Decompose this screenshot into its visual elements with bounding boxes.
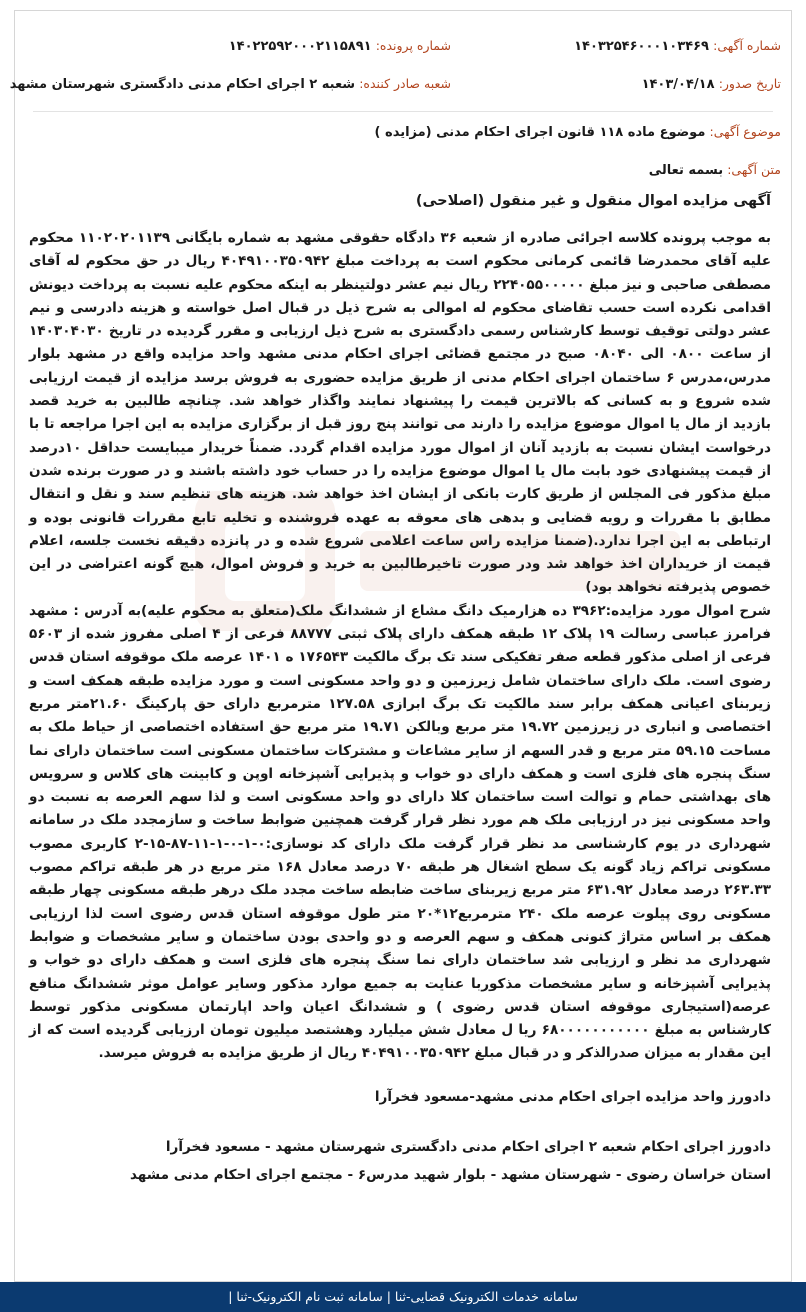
file-number-row [229,35,451,57]
subject-label: موضوع آگهی: [709,124,781,139]
ad-number-row [574,35,781,57]
footer-separator: | [382,1289,391,1304]
footer-separator-end: | [228,1289,233,1304]
ad-number-label: شماره آگهی: [713,38,781,53]
signature-line-3: استان خراسان رضوی - شهرستان مشهد - بلوار شهید مدرس۶ - مجتمع اجرای احکام مدنی مشهد [129,1167,771,1183]
issuer: شعبه ۲ اجرای احکام مدنی دادگستری شهرستان مشهد [9,77,356,92]
footer-link-1[interactable]: سامانه خدمات الکترونیک قضایی-ثنا [394,1289,578,1304]
body-paragraph-1: به موجب پرونده کلاسه اجرائی صادره از شعبه ۳۶ دادگاه حقوقی مشهد به شماره بایگانی ۱۱۰۲۰۲۰۱۱۳۹ محکوم علیه آقای محمدرضا قائمی کرمانی محکوم است به پرداخت مبلغ ۴۰۴۹۱۰۰۳۵۰۹۴۲ ریال در حق محکوم له آقای مصطفی صاحبی و نیز مبلغ ۲۲۴۰۵۵۰۰۰۰۰ ریال نیم عشر دولتینظر به اینکه محکوم علیه نسبت به پرداخت دیونش اقدامی نکرده است حسب تقاضای محکوم له اموالی به شرح ذیل در قبال اصل خواسته و هزینه دادرسی و نیم عشر دولتی توقیف توسط کارشناس رسمی دادگستری به شرح ذیل ارزیابی و مقرر گردیده در تاریخ ۱۴۰۳۰۴۰۳۰ از ساعت ۰۸۰۰ الی ۰۸۰۴۰ صبح در مجتمع قضائی اجرای احکام مدنی مشهد واحد مزایده واقع در مشهد بلوار مدرس،مدرس ۶ ساختمان اجرای احکام مدنی از طریق مزایده حضوری به فروش برسد مزایده از قیمت ارزیابی شده شروع و به کسانی که بالاترین قیمت را پیشنهاد نمایند واگذار خواهد شد. چنانچه طالبین به خرید قصد بازدید از مال یا اموال موضوع مزایده را دارند می توانند پنج روز قبل از برگزاری مزایده به این اجرا مراجعه تا با درخواست ایشان نسبت به بازدید آنان از اموال مورد مزایده اقدام گردد. ضمناً خریدار میبایست حداقل ۱۰درصد از قیمت پیشنهادی خود بابت مال یا اموال موضوع مزایده را در حساب خود داشته باشند و در صورت برنده شدن مبلغ مذکور فی المجلس از طریق کارت بانکی از ایشان اخذ خواهد شد. هزینه های تنظیم سند و نقل و انتقال مطابق با مقررات و رویه قضایی و بدهی های معوقه به عهده فروشنده و تخلیه تابع مقررات قانونی بوده و ارتباطی به این اجرا ندارد.(ضمنا مزایده راس ساعت اعلامی شروع شده و در پانزده دقیقه نخست جلسه، اعلام قیمت از خریداران اخذ خواهد شد ودر صورت تاخیرطالبین به خرید و فروش اموال، هیچ گونه اعتراضی در این خصوص پذیرفته نخواهد بود) [29,230,772,596]
issue-date-row [642,73,781,95]
notice-body [29,227,771,1066]
text-intro-row [649,159,781,181]
signature-line-2: دادورز اجرای احکام شعبه ۲ اجرای احکام مدنی دادگستری شهرستان مشهد - مسعود فخرآرا [165,1139,771,1155]
signature-line-1: دادورز واحد مزایده اجرای احکام مدنی مشهد-مسعود فخرآرا [374,1089,771,1105]
issuer-label: شعبه صادر کننده: [359,76,451,91]
issuer-row [10,73,451,95]
body-paragraph-2: شرح اموال مورد مزایده:۳۹۶۲ ده هزارمیک دانگ مشاع از ششدانگ ملک(متعلق به محکوم علیه)به آدرس : مشهد فرامرز عباسی رسالت ۱۹ پلاک ۱۲ طبقه همکف دارای پلاک ثبتی ۸۸۷۷۷ فرعی از ۴ اصلی مفروز شده از ۵۶۰۳ فرعی از اصلی مذکور قطعه صفر تفکیکی سند تک برگ مالکیت ۱۷۶۵۴۳ ه ۱۴۰۱ عرصه ملک موقوفه استان قدس رضوی است. ملک دارای ساختمان شامل زیرزمین و دو واحد مسکونی است و مورد مزایده طبقه همکف است و زیربنای اعیانی همکف برابر سند مالکیت تک برگ ابرازی ۱۲۷.۵۸ مترمربع دارای حق پارکینگ ۲۱.۶۰متر مربع اختصاصی و انباری در زیرزمین ۱۹.۷۲ متر مربع وبالکن ۱۹.۷۱ متر مربع حق استفاده اختصاصی از حیاط ملک به مساحت ۵۹.۱۵ متر مربع و قدر السهم از سایر مشاعات و مشترکات ساختمان مسکونی است ساختمان دارای نما سنگ پنجره های فلزی است و همکف دارای دو خواب و پذیرایی آشپزخانه اوپن و کابینت های کلاس و سرویس های بهداشتی حمام و توالت است ساختمان کلا دارای دو واحد مسکونی است و لذا سهم العرصه به نسبت دو واحد مسکونی نیز در ارزیابی ملک هم مورد نظر قرار گرفت همچنین ضوابط ساخت و سازمجدد ملک در سامانه شهرداری در یوم کارشناسی مد نظر قرار گرفت ملک دارای کد نوسازی:۰-۱-۰-۱-۱۱-۸۷-۱۵-۲ کاربری مصوب مسکونی تراکم زیاد گونه یک سطح اشغال هر طبقه ۷۰ درصد معادل ۱۶۸ متر مربع در هر طبقه تراکم مصوب ۲۶۳.۳۳ درصد معادل ۶۳۱.۹۲ متر مربع زیربنای ساخت ضابطه ساخت مجدد ملک درهر طبقه مسکونی چهار طبقه مسکونی روی پیلوت عرصه ملک ۲۴۰ مترمربع۱۲*۲۰ متر طول موقوفه استان قدس رضوی است لذا ارزیابی همکف بر اساس متراژ کنونی همکف و سهم العرصه و دو واحدی بودن ساختمان و سایر مشخصات و ضوابط شهرداری مد نظر و ارزیابی شد ساختمان دارای نما سنگ پنجره های فلزی است و همکف دارای دو خواب و پذیرایی آشپزخانه و سایر مشخصات مذکوربا عنایت به جمیع موارد مذکور وسایر عوامل موثر ششدانگ منافع عرصه(استیجاری موقوفه استان قدس رضوی ) و ششدانگ اعیان واحد اپارتمان مسکونی مذکور توسط کارشناس به مبلغ ۶۸۰۰۰۰۰۰۰۰۰۰۰ ریا ل معادل شش میلیارد وهشتصد میلیون تومان ارزیابی گردیده است که از این مقدار به میزان صدرالذکر و در قبال مبلغ ۴۰۴۹۱۰۰۳۵۰۹۴۲ ریال از طریق مزایده به فروش میرسد. [29,602,772,1062]
issue-date: ۱۴۰۳/۰۴/۱۸ [641,77,715,92]
file-number: ۱۴۰۲۲۵۹۲۰۰۰۲۱۱۵۸۹۱ [228,39,372,54]
notice-title: آگهی مزایده اموال منقول و غیر منقول (اصلاحی) [415,193,771,209]
issue-date-label: تاریخ صدور: [718,76,781,91]
subject: موضوع ماده ۱۱۸ قانون اجرای احکام مدنی (مزایده ) [374,125,706,140]
footer-bar [0,1282,806,1312]
file-number-label: شماره پرونده: [375,38,451,53]
footer-link-2[interactable]: سامانه ثبت نام الکترونیک-ثنا [236,1289,383,1304]
text-label: متن آگهی: [727,162,781,177]
text-intro: بسمه تعالی [648,163,724,178]
subject-row [375,121,781,143]
ad-number: ۱۴۰۳۲۵۴۶۰۰۰۱۰۳۴۶۹ [574,39,709,54]
notice-page [9,10,792,1282]
header-divider [33,111,773,112]
